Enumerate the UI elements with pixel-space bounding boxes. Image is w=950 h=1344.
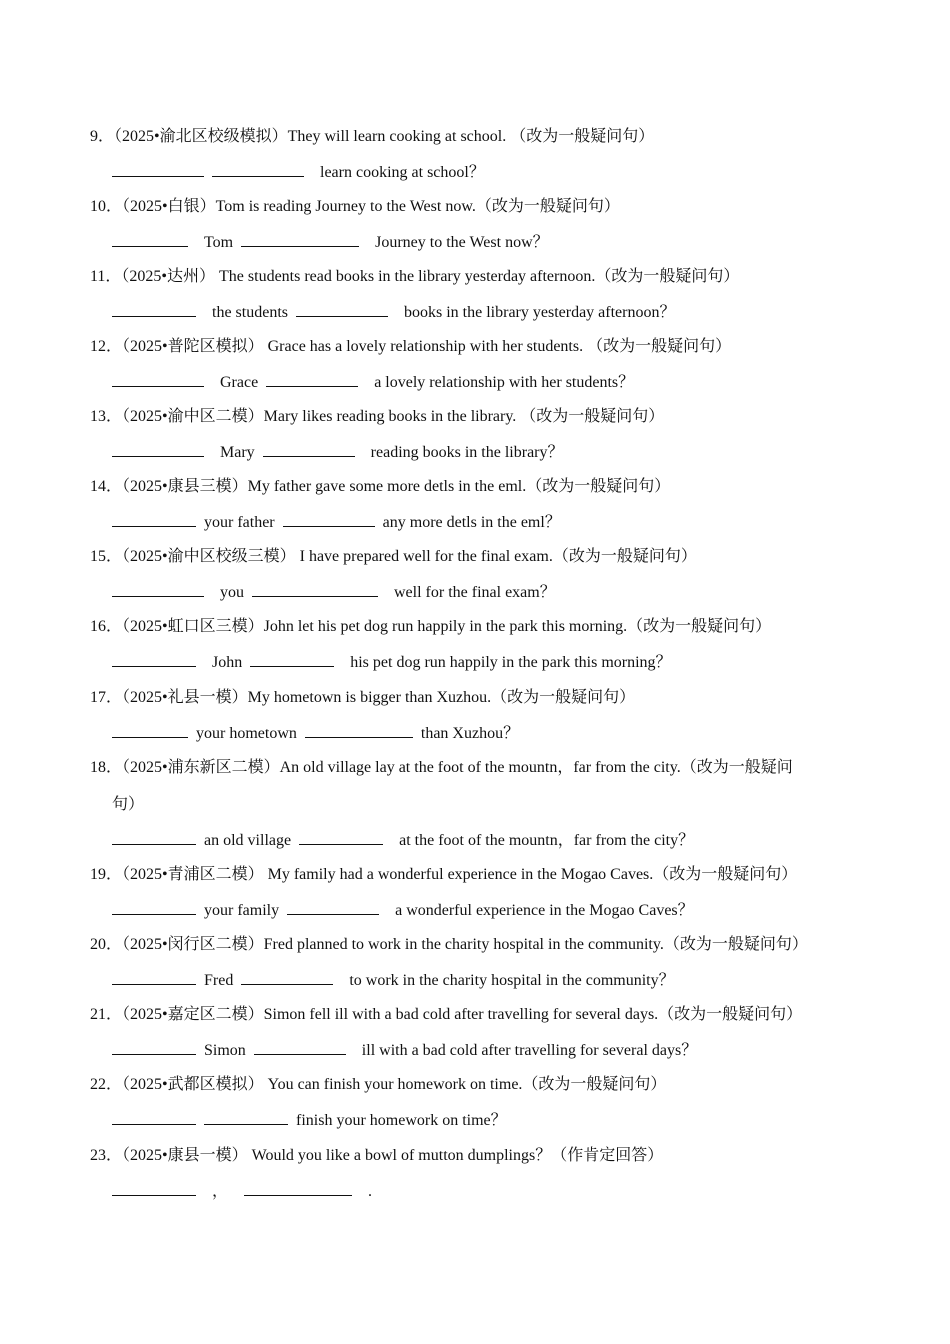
question-number: 15． [90, 548, 123, 565]
answer-fixed-text: Journey to the West now？ [375, 234, 549, 251]
answer-blank[interactable] [287, 900, 379, 915]
answer-line [112, 970, 675, 991]
question-prompt: （2025•渝中区二模）Mary likes reading books in the library. （改为一般疑问句） [122, 408, 665, 425]
question-prompt: （2025•武都区模拟） You can finish your homework on time.（改为一般疑问句） [122, 1076, 667, 1093]
answer-fixed-text: Grace [220, 374, 259, 391]
question-text [90, 477, 670, 497]
question-text [90, 688, 635, 708]
answer-fixed-text: ill with a bad cold after travelling for several days？ [361, 1042, 698, 1059]
answer-blank[interactable] [254, 1040, 346, 1055]
question-number: 22． [90, 1076, 123, 1093]
answer-blank[interactable] [112, 582, 204, 597]
answer-line [112, 1181, 372, 1202]
answer-blank[interactable] [112, 372, 204, 387]
answer-line [112, 830, 694, 851]
answer-blank[interactable] [204, 1110, 288, 1125]
answer-blank[interactable] [212, 162, 304, 177]
answer-blank[interactable] [112, 970, 196, 985]
answer-fixed-text: ， [212, 1183, 229, 1200]
answer-fixed-text: any more detls in the eml？ [382, 514, 561, 531]
answer-fixed-text: the students [212, 304, 288, 321]
answer-line [112, 442, 564, 463]
answer-fixed-text: reading books in the library？ [370, 444, 564, 461]
answer-fixed-text: to work in the charity hospital in the community？ [349, 972, 675, 989]
answer-fixed-text: your father [204, 514, 275, 531]
question-prompt: （2025•康县三模）My father gave some more detls in the eml.（改为一般疑问句） [122, 478, 671, 495]
answer-fixed-text: John [212, 654, 243, 671]
question-text [90, 197, 620, 217]
question-number: 19． [90, 866, 123, 883]
question-prompt: （2025•嘉定区二模）Simon fell ill with a bad cold after travelling for several days.（改为一般疑问句） [122, 1006, 803, 1023]
answer-blank[interactable] [296, 302, 388, 317]
answer-blank[interactable] [112, 723, 188, 738]
answer-blank[interactable] [112, 162, 204, 177]
question-prompt: （2025•康县一模） Would you like a bowl of mutton dumplings？（作肯定回答） [122, 1147, 664, 1164]
answer-blank[interactable] [112, 232, 188, 247]
question-number: 17． [90, 689, 123, 706]
answer-line [112, 723, 519, 744]
answer-fixed-text: well for the final exam？ [394, 584, 556, 601]
question-text [90, 617, 771, 637]
answer-blank[interactable] [112, 512, 196, 527]
answer-blank[interactable] [112, 1040, 196, 1055]
question-prompt: （2025•闵行区二模）Fred planned to work in the charity hospital in the community.（改为一般疑问句） [122, 936, 808, 953]
answer-blank[interactable] [112, 302, 196, 317]
answer-fixed-text: Simon [204, 1042, 246, 1059]
answer-blank[interactable] [299, 830, 383, 845]
question-number: 23． [90, 1147, 123, 1164]
question-text [90, 127, 654, 147]
answer-blank[interactable] [266, 372, 358, 387]
answer-fixed-text: an old village [204, 832, 292, 849]
question-text [90, 1146, 663, 1166]
question-prompt: （2025•渝中区校级三模） I have prepared well for the final exam.（改为一般疑问句） [122, 548, 697, 565]
question-prompt: （2025•虹口区三模）John let his pet dog run happily in the park this morning.（改为一般疑问句） [122, 618, 772, 635]
question-number: 16． [90, 618, 123, 635]
question-number: 14． [90, 478, 123, 495]
question-number: 12． [90, 338, 123, 355]
answer-blank[interactable] [241, 232, 359, 247]
answer-blank[interactable] [112, 442, 204, 457]
answer-fixed-text: a wonderful experience in the Mogao Caves？ [395, 902, 694, 919]
answer-fixed-text: at the foot of the mountn，far from the city？ [399, 832, 695, 849]
question-number: 9． [90, 128, 115, 145]
question-text [90, 407, 664, 427]
answer-blank[interactable] [244, 1181, 352, 1196]
answer-blank[interactable] [305, 723, 413, 738]
answer-blank[interactable] [112, 652, 196, 667]
question-text [90, 267, 739, 287]
answer-blank[interactable] [112, 900, 196, 915]
answer-blank[interactable] [241, 970, 333, 985]
answer-blank[interactable] [252, 582, 378, 597]
answer-blank[interactable] [112, 830, 196, 845]
question-prompt: （2025•达州） The students read books in the library yesterday afternoon.（改为一般疑问句） [121, 268, 740, 285]
answer-fixed-text: finish your homework on time？ [296, 1112, 507, 1129]
answer-line [112, 1110, 507, 1131]
answer-blank[interactable] [283, 512, 375, 527]
answer-blank[interactable] [112, 1181, 196, 1196]
question-prompt: （2025•普陀区模拟） Grace has a lovely relationship with her students. （改为一般疑问句） [122, 338, 732, 355]
answer-line [112, 652, 672, 673]
question-text [90, 1075, 666, 1095]
question-prompt: （2025•渝北区校级模拟）They will learn cooking at school. （改为一般疑问句） [114, 128, 655, 145]
answer-fixed-text: your family [204, 902, 280, 919]
question-text [90, 547, 697, 567]
answer-line [112, 900, 694, 921]
question-number: 18． [90, 759, 123, 776]
question-number: 21． [90, 1006, 123, 1023]
question-prompt-continued: 句） [112, 796, 145, 813]
question-number: 11． [90, 268, 122, 285]
question-prompt: （2025•礼县一模）My hometown is bigger than Xuzhou.（改为一般疑问句） [122, 689, 636, 706]
answer-fixed-text: Tom [204, 234, 234, 251]
question-text [90, 1005, 802, 1025]
question-text [90, 337, 731, 357]
answer-fixed-text: than Xuzhou？ [420, 725, 520, 742]
answer-fixed-text: his pet dog run happily in the park this morning？ [350, 654, 672, 671]
answer-line [112, 1040, 697, 1061]
answer-line [112, 302, 675, 323]
answer-fixed-text: Mary [220, 444, 255, 461]
question-text [90, 935, 808, 955]
question-text [90, 865, 797, 885]
question-prompt: （2025•浦东新区二模）An old village lay at the foot of the mountn，far from the city.（改为一般疑问 [122, 759, 793, 776]
answer-blank[interactable] [250, 652, 334, 667]
answer-line [112, 162, 485, 183]
answer-fixed-text: books in the library yesterday afternoon？ [404, 304, 676, 321]
question-number: 13． [90, 408, 123, 425]
question-number: 20． [90, 936, 123, 953]
answer-fixed-text: learn cooking at school？ [320, 164, 485, 181]
question-prompt: （2025•青浦区二模） My family had a wonderful experience in the Mogao Caves.（改为一般疑问句） [122, 866, 798, 883]
answer-fixed-text: your hometown [196, 725, 297, 742]
question-prompt: （2025•白银）Tom is reading Journey to the West now.（改为一般疑问句） [122, 198, 620, 215]
answer-fixed-text: . [368, 1183, 373, 1200]
question-number: 10． [90, 198, 123, 215]
answer-line [112, 232, 549, 253]
answer-line [112, 512, 561, 533]
answer-line [112, 582, 556, 603]
answer-fixed-text: you [220, 584, 244, 601]
answer-fixed-text: Fred [204, 972, 234, 989]
answer-blank[interactable] [112, 1110, 196, 1125]
question-text [90, 758, 793, 778]
answer-line [112, 372, 634, 393]
answer-blank[interactable] [263, 442, 355, 457]
answer-fixed-text: a lovely relationship with her students？ [374, 374, 635, 391]
